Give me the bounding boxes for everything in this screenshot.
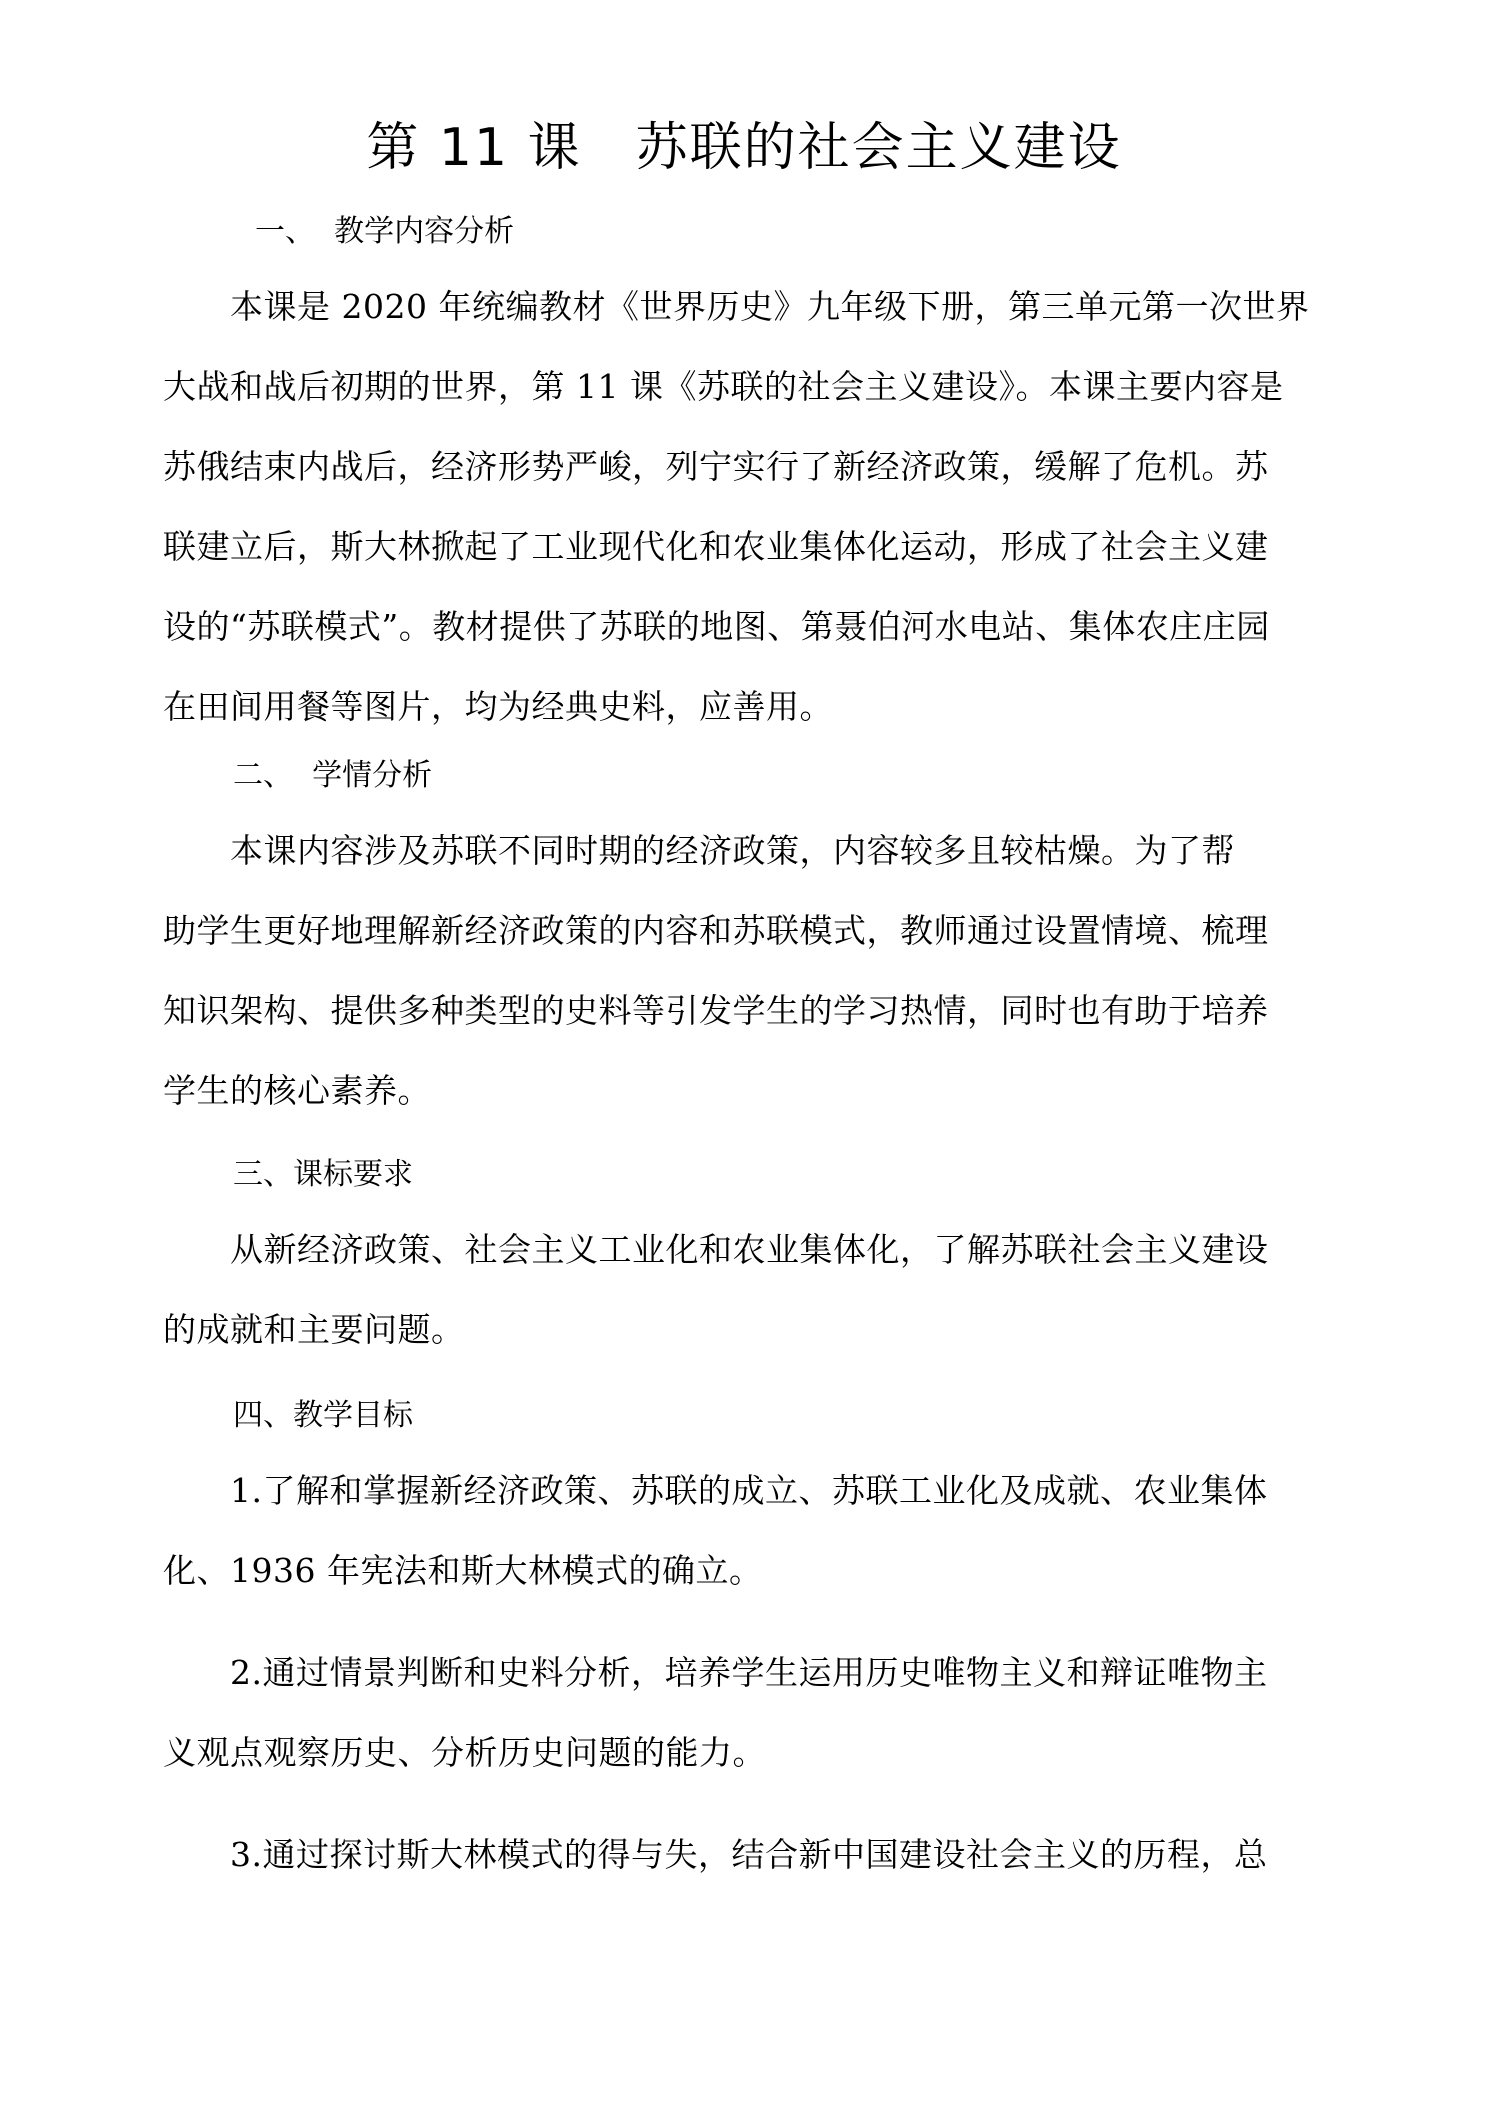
section-heading-content-analysis: 一、 教学内容分析 [255, 214, 515, 249]
document-title: 第 11 课 苏联的社会主义建设 [366, 118, 1122, 178]
section-body-content-analysis: 本课是 2020 年统编教材《世界历史》九年级下册，第三单元第一次世界 大战和战后初期的世界，第 11 课《苏联的社会主义建设》。本课主要内容是 苏俄结束内战后，经济形势严峻，列宁实行了新经济政策，缓解了危机。苏 联建立后，斯大林掀起了工业现代化和农业集体化运动，形成了社会主义建 设的“苏联模式”。教材提供了苏联的地图、第聂伯河水电站、集体农庄庄园 在田间用餐等图片，均为经典史料，应善用。 [163, 287, 1310, 726]
section-body-curriculum-standard: 从新经济政策、社会主义工业化和农业集体化，了解苏联社会主义建设 的成就和主要问题。 [163, 1230, 1269, 1349]
section-body-student-analysis: 本课内容涉及苏联不同时期的经济政策，内容较多且较枯燥。为了帮 助学生更好地理解新经济政策的内容和苏联模式，教师通过设置情境、梳理 知识架构、提供多种类型的史料等引发学生的学习热情，同时也有助于培养 学生的核心素养。 [163, 831, 1269, 1110]
section-heading-teaching-goals: 四、教学目标 [233, 1398, 413, 1433]
teaching-goal-3: 3.通过探讨斯大林模式的得与失，结合新中国建设社会主义的历程，总 [163, 1835, 1268, 1874]
section-heading-curriculum-standard: 三、课标要求 [233, 1157, 413, 1192]
teaching-goal-2: 2.通过情景判断和史料分析，培养学生运用历史唯物主义和辩证唯物主 义观点观察历史、分析历史问题的能力。 [163, 1653, 1268, 1772]
teaching-goal-1: 1.了解和掌握新经济政策、苏联的成立、苏联工业化及成就、农业集体 化、1936 年宪法和斯大林模式的确立。 [163, 1471, 1268, 1590]
section-heading-student-analysis: 二、 学情分析 [233, 758, 433, 793]
